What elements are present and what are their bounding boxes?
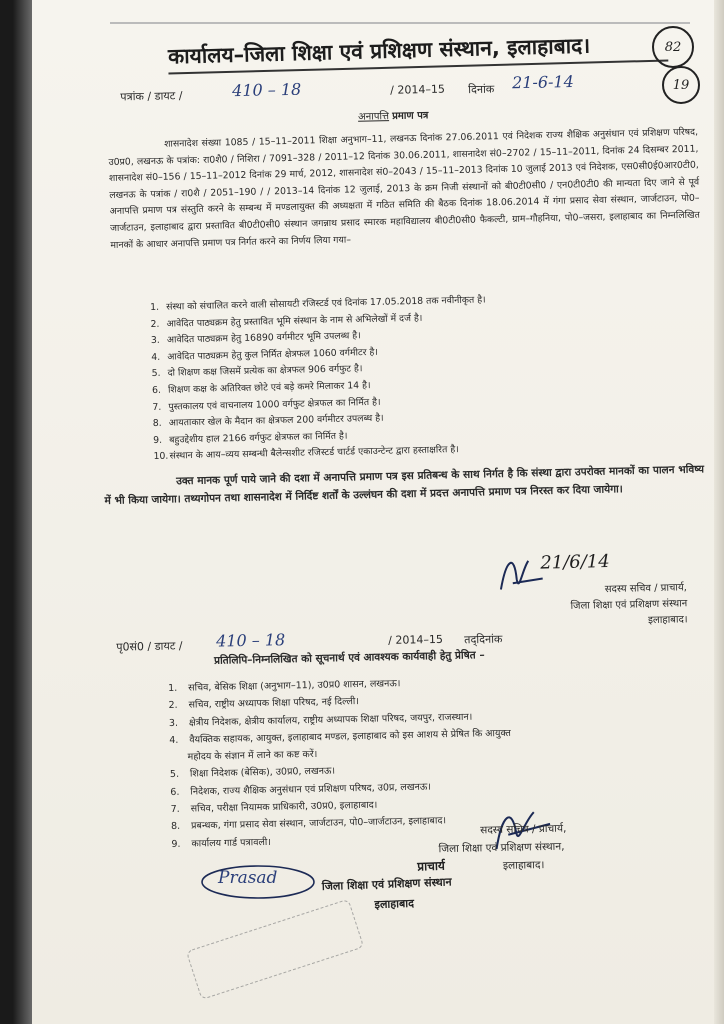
- office-header-title: कार्यालय–जिला शिक्षा एवं प्रशिक्षण संस्थान, इलाहाबाद।: [168, 29, 669, 74]
- copy-heading: प्रतिलिपि–निम्नलिखित को सूचनार्थ एवं आवश्यक कार्यवाही हेतु प्रेषित –: [213, 649, 485, 667]
- signature-institution: जिला शिक्षा एवं प्रशिक्षण संस्थान: [570, 598, 688, 612]
- list-item: 10.संस्थान के आय–व्यय सम्बन्धी बैलेन्सशीट रजिस्टर्ड चार्टर्ड एकाउन्टेन्ट द्वारा हस्ताक्षरित है।: [153, 444, 459, 463]
- body-paragraph: शासनादेश संख्या 1085 / 15–11–2011 शिक्षा अनुभाग–11, लखनऊ दिनांक 27.06.2011 एवं निदेशक राज्य शैक्षिक अनुसंधान एवं प्रशिक्षण परिषद, उ0प्र0, लखनऊ के पत्रांक: रा0शै0 / निशिरा / 7091–328 / 2011–12 दिनांक 30.06.2011, शासनादेश सं0–2702 / 15–11–2011, दिनांक 24 दिसम्बर 2011, शासनादेश सं0–156 / 15–11–2012 दिनांक 29 मार्च, 2012, शासनादेश सं0–2043 / 15–11–2013 दिनांक 10 जुलाई 2013 एवं निदेशक, एस0सी0ई0आर0टी0, लखनऊ के पत्रांक / रा0शै / 2051–190 / / 2013–14 दिनांक 12 जुलाई, 2013 के क्रम निजी संस्थानों को बी0टी0सी0 / एन0टी0टी0 की मान्यता दिए जाने से पूर्व अनापत्ति प्रमाण पत्र संस्तुति करने के सम्बन्ध में मण्डलायुक्त की अध्यक्षता में गठित समिति की बैठक दिनांक 18.06.2014 में गंगा प्रसाद सेवा संस्थान, जार्जटाउन, पो0–जार्जटाउन, इलाहाबाद द्वारा प्रस्तावित बी0टी0सी0 संस्थान जगन्नाथ प्रसाद स्मारक महाविद्यालय बी0टी0सी0 फैकल्टी, ग्राम–गौहनिया, पो0–जसरा, इलाहाबाद का निम्नलिखित मानकों के आधार अनापत्ति प्रमाण पत्र निर्गत करने का निर्णय लिया गया–: [108, 126, 701, 251]
- signature-block-1: [466, 546, 688, 627]
- page-number-bottom: 19: [672, 77, 690, 93]
- copy-date-label: तद्‌दिनांक: [464, 632, 503, 647]
- copy-ref-number-handwritten: 410 – 18: [215, 630, 286, 651]
- copy-ref-label: पृ0सं0 / डायट /: [116, 639, 183, 654]
- ref-label: पत्रांक / डायट /: [120, 89, 183, 104]
- signature-2-institution: जिला शिक्षा एवं प्रशिक्षण संस्थान,: [438, 840, 565, 856]
- page-number-circle-bottom: [662, 66, 700, 104]
- signature-title: सदस्य सचिव / प्राचार्य,: [604, 582, 688, 596]
- list-item: 1. संस्था को संचालित करने वाली सोसायटी रजिस्टर्ड एवं दिनांक 17.05.2018 तक नवीनीकृत है।: [150, 294, 486, 313]
- copy-session: / 2014–15: [388, 632, 444, 647]
- date-label: दिनांक: [468, 82, 495, 97]
- list-item: 3. क्षेत्रीय निदेशक, क्षेत्रीय कार्यालय, राष्ट्रीय अध्यापक शिक्षा परिषद, जयपुर, राजस्थान।: [168, 711, 473, 729]
- date-handwritten: 21-6-14: [511, 71, 574, 93]
- list-item: 6. निदेशक, राज्य शैक्षिक अनुसंधान एवं प्रशिक्षण परिषद, उ0प्र, लखनऊ।: [170, 781, 432, 798]
- scan-edge-shadow: [0, 0, 32, 1024]
- list-item: महोदय के संज्ञान में लाने का कष्ट करें।: [187, 749, 318, 763]
- left-signature-text: Prasad: [218, 868, 278, 888]
- list-item: 4. वैयक्तिक सहायक, आयुक्त, इलाहाबाद मण्डल, इलाहाबाद को इस आशय से प्रेषित कि आयुक्त: [169, 727, 512, 746]
- page-number-circle-top: [652, 26, 694, 68]
- conditions-list: [150, 288, 674, 466]
- recipients-list: [168, 669, 712, 853]
- reference-row: [120, 71, 640, 104]
- list-item: 2. सचिव, राष्ट्रीय अध्यापक शिक्षा परिषद, नई दिल्ली।: [168, 696, 360, 712]
- closing-paragraph: उक्त मानक पूर्ण पाये जाने की दशा में अनापत्ति प्रमाण पत्र इस प्रतिबन्ध के साथ निर्गत है कि संस्था द्वारा उपरोक्त मानकों का पालन भविष्य में भी किया जायेगा। तथ्यगोपन तथा शासनादेश में निर्दिष्ट शर्तों के उल्लंघन की दशा में प्रदत्त अनापत्ति प्रमाण पत्र निरस्त कर दिया जायेगा।: [104, 463, 705, 507]
- list-item: 6. शिक्षण कक्ष के अतिरिक्त छोटे एवं बड़े कमरे मिलाकर 14 है।: [151, 379, 371, 396]
- signature-date-handwritten: 21/6/14: [540, 551, 610, 574]
- list-item: 5. शिक्षा निदेशक (बेसिक), उ0प्र0, लखनऊ।: [169, 766, 336, 781]
- signature-2-city: इलाहाबाद।: [502, 859, 545, 872]
- list-item: 5. दो शिक्षण कक्ष जिसमें प्रत्येक का क्षेत्रफल 906 वर्गफुट है।: [151, 363, 363, 380]
- left-handwritten-signature: [200, 862, 320, 902]
- list-item: 1. सचिव, बेसिक शिक्षा (अनुभाग–11), उ0प्र0 शासन, लखनऊ।: [168, 678, 401, 694]
- list-item: 2. आवेदित पाठ्यक्रम हेतु प्रस्तावित भूमि संस्थान के नाम से अभिलेखों में दर्ज है।: [150, 312, 423, 330]
- list-item: 7. पुस्तकालय एवं वाचनालय 1000 वर्गफुट क्षेत्रफल का निर्मित है।: [152, 396, 381, 413]
- ref-session: / 2014–15: [390, 82, 446, 97]
- stamp-line-1: प्राचार्य: [417, 858, 446, 874]
- page-right-edge: [714, 0, 724, 1024]
- list-item: 8. प्रबन्धक, गंगा प्रसाद सेवा संस्थान, जार्जटाउन, पो0–जार्जटाउन, इलाहाबाद।: [170, 815, 447, 833]
- certificate-title-prefix: अनापत्ति: [357, 111, 390, 123]
- stamp-line-3: इलाहाबाद: [374, 896, 415, 912]
- ref-number-handwritten: 410 – 18: [231, 79, 302, 101]
- list-item: 9. कार्यालय गार्ड पत्रावली।: [171, 836, 272, 850]
- certificate-title: [358, 107, 429, 122]
- certificate-title-suffix: प्रमाण पत्र: [392, 110, 429, 123]
- signature-city: इलाहाबाद।: [647, 614, 688, 627]
- top-rule: [110, 22, 690, 24]
- faint-stamp-outline: [180, 888, 373, 1010]
- list-item: 4. आवेदित पाठ्यक्रम हेतु कुल निर्मित क्षेत्रफल 1060 वर्गमीटर है।: [151, 346, 378, 363]
- list-item: 3. आवेदित पाठ्यक्रम हेतु 16890 वर्गमीटर भूमि उपलब्ध है।: [150, 330, 361, 347]
- list-item: 7. सचिव, परीक्षा नियामक प्राधिकारी, उ0प्र0, इलाहाबाद।: [170, 799, 378, 816]
- list-item: 9. बहुउद्देशीय हाल 2166 वर्गफुट क्षेत्रफल का निर्मित है।: [153, 430, 348, 446]
- stamp-line-2: जिला शिक्षा एवं प्रशिक्षण संस्थान: [321, 875, 452, 893]
- page-number-top: 82: [664, 39, 682, 55]
- signature-2-title: सदस्य सचिव / प्राचार्य,: [480, 822, 567, 837]
- faint-round-stamp: [180, 888, 373, 1010]
- list-item: 8. आयताकार खेल के मैदान का क्षेत्रफल 200 वर्गमीटर उपलब्ध है।: [152, 412, 384, 430]
